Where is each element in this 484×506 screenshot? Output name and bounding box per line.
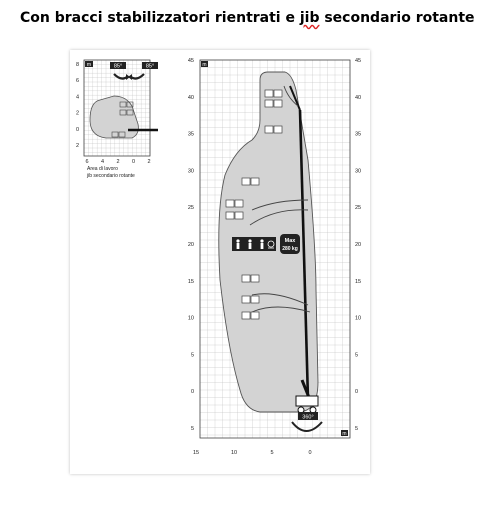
main-y-tick-right: 10 <box>355 315 362 322</box>
main-x-tick: 0 <box>308 450 312 456</box>
main-y-tick-right: 15 <box>355 278 362 285</box>
inset-unit-label: m <box>86 62 92 68</box>
inset-y-tick: 8 <box>75 62 79 68</box>
figure-svg <box>70 50 370 474</box>
inset-envelope <box>90 96 138 138</box>
main-y-tick-right: 30 <box>355 168 362 175</box>
main-x-tick: 15 <box>192 450 200 456</box>
inset-caption-line2: jib secondario rotante <box>87 173 135 179</box>
inset-x-tick: 0 <box>131 159 136 165</box>
inset-y-tick: 2 <box>75 143 79 149</box>
inset-y-tick: 6 <box>75 78 79 85</box>
main-y-tick-left: 0 <box>190 389 194 396</box>
inset-x-tick: 4 <box>100 159 105 165</box>
inset-diagram <box>76 60 158 179</box>
main-y-tick-left: 15 <box>187 278 194 285</box>
spellcheck-flagged-word: jib <box>299 10 320 26</box>
main-y-tick-left: 40 <box>187 94 194 101</box>
main-y-tick-left: 30 <box>187 168 194 175</box>
inset-caption-line1: Area di lavoro <box>87 166 118 172</box>
main-y-tick-left: 5 <box>190 352 194 359</box>
rotation-label: 360° <box>302 414 314 421</box>
main-y-tick-right: 35 <box>355 131 362 138</box>
arrow-head-icon <box>128 74 132 80</box>
inset-y-tick: 4 <box>75 94 79 101</box>
main-y-tick-left: 5 <box>190 426 194 432</box>
main-y-tick-right: 5 <box>355 352 359 359</box>
inset-y-tick: 0 <box>75 126 79 133</box>
main-y-tick-right: 0 <box>355 389 359 396</box>
max-label: Max <box>284 238 296 244</box>
main-unit-label-top: m <box>202 62 207 68</box>
main-y-tick-right: 45 <box>355 58 362 64</box>
main-y-tick-left: 45 <box>187 58 194 64</box>
machine-base <box>296 396 318 413</box>
inset-x-tick: 2 <box>147 159 151 165</box>
angle-right-label: 85° <box>145 63 155 70</box>
working-range-figure <box>70 50 370 474</box>
inset-x-tick: 6 <box>85 159 89 165</box>
main-y-tick-right: 25 <box>355 205 362 212</box>
main-x-tick: 10 <box>230 450 238 456</box>
main-x-tick: 5 <box>270 450 274 456</box>
inset-x-tick: 2 <box>116 159 120 165</box>
inset-y-tick: 2 <box>75 110 79 117</box>
main-y-tick-right: 40 <box>355 94 362 101</box>
main-y-tick-left: 25 <box>187 205 194 212</box>
capacity-badge <box>232 234 300 254</box>
main-y-tick-left: 35 <box>187 131 194 138</box>
main-diagram <box>188 58 361 456</box>
rotation-360-icon <box>292 422 322 431</box>
main-y-tick-right: 5 <box>355 426 359 432</box>
main-y-tick-left: 10 <box>187 315 194 322</box>
max-value: 280 kg <box>282 246 298 252</box>
main-y-tick-left: 20 <box>187 242 194 248</box>
main-y-tick-right: 20 <box>355 242 362 248</box>
angle-left-label: 85° <box>113 63 123 70</box>
main-unit-label-bottom: m <box>342 431 347 437</box>
page-title: Con bracci stabilizzatori rientrati e jib secondario rotante <box>20 10 475 26</box>
